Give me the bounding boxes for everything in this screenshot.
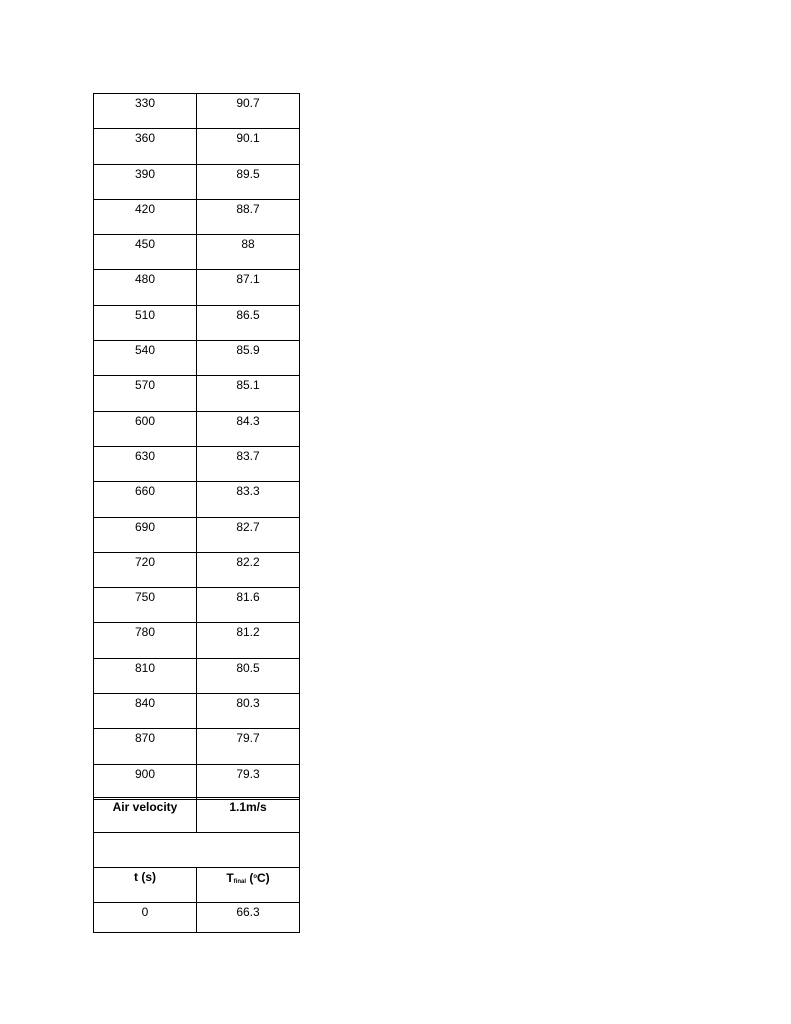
time-value: 750 (134, 590, 156, 605)
temperature-data-table (93, 93, 300, 800)
temperature-cell (197, 482, 300, 517)
time-value: 840 (134, 696, 156, 711)
blank-cell (94, 833, 300, 868)
air-velocity-value: 1.1m/s (229, 800, 267, 814)
time-value: 0 (141, 905, 149, 919)
temperature-value: 86.5 (236, 307, 260, 322)
temperature-header (197, 868, 299, 889)
temperature-cell (197, 376, 300, 411)
air-table-body (94, 798, 300, 933)
time-cell (94, 903, 197, 933)
time-value: 690 (134, 519, 156, 534)
blank-row (94, 833, 300, 868)
time-cell (94, 305, 197, 340)
temperature-value: 80.3 (236, 696, 260, 711)
table-row (94, 376, 300, 411)
table-row (94, 729, 300, 764)
temperature-cell (197, 517, 300, 552)
time-cell (94, 764, 197, 799)
temperature-cell (197, 341, 300, 376)
temperature-value: 88.7 (236, 201, 260, 216)
temperature-cell (197, 588, 300, 623)
table-row (94, 623, 300, 658)
time-cell (94, 729, 197, 764)
temperature-value: 85.1 (236, 378, 260, 393)
temperature-value: 89.5 (236, 166, 260, 181)
table-row (94, 341, 300, 376)
temperature-header-symbol: T (226, 871, 234, 885)
temperature-value: 81.2 (236, 625, 260, 640)
temperature-value: 90.1 (236, 131, 260, 146)
column-header-row (94, 868, 300, 903)
time-value: 420 (134, 201, 156, 216)
time-cell (94, 446, 197, 481)
time-value: 390 (134, 166, 156, 181)
time-cell (94, 482, 197, 517)
time-header-cell (94, 868, 197, 903)
time-value: 600 (134, 413, 156, 428)
temperature-value: 84.3 (236, 413, 260, 428)
time-cell (94, 129, 197, 164)
table-row (94, 482, 300, 517)
temperature-cell (197, 235, 300, 270)
temperature-value: 82.2 (236, 554, 260, 569)
temperature-cell (197, 552, 300, 587)
temperature-header-unit: C) (257, 871, 270, 885)
time-value: 540 (134, 343, 156, 358)
temperature-cell (197, 411, 300, 446)
time-cell (94, 658, 197, 693)
time-cell (94, 517, 197, 552)
temperature-cell (197, 199, 300, 234)
air-velocity-table (93, 797, 300, 933)
table-row (94, 588, 300, 623)
temperature-value: 88 (241, 237, 255, 252)
time-cell (94, 694, 197, 729)
temperature-cell (197, 694, 300, 729)
time-cell (94, 235, 197, 270)
temperature-header-cell (197, 868, 300, 903)
temperature-value: 79.3 (236, 766, 260, 781)
time-cell (94, 94, 197, 129)
table-row (94, 764, 300, 799)
time-cell (94, 376, 197, 411)
temperature-cell (197, 623, 300, 658)
air-velocity-value-cell (197, 798, 300, 833)
time-cell (94, 199, 197, 234)
time-value: 870 (134, 731, 156, 746)
table-row (94, 305, 300, 340)
time-header: t (s) (134, 870, 156, 884)
time-cell (94, 270, 197, 305)
temperature-cell (197, 903, 300, 933)
table-row (94, 94, 300, 129)
temperature-value: 66.3 (236, 905, 260, 919)
time-value: 630 (134, 448, 156, 463)
temperature-value: 85.9 (236, 343, 260, 358)
table-row (94, 694, 300, 729)
temperature-cell (197, 305, 300, 340)
air-velocity-label: Air velocity (112, 800, 178, 814)
temperature-value: 87.1 (236, 272, 260, 287)
time-value: 360 (134, 131, 156, 146)
temperature-cell (197, 270, 300, 305)
table-row (94, 658, 300, 693)
time-value: 510 (134, 307, 156, 322)
time-value: 450 (134, 237, 156, 252)
table-row (94, 903, 300, 933)
temperature-value: 83.7 (236, 448, 260, 463)
time-value: 570 (134, 378, 156, 393)
time-value: 660 (134, 484, 156, 499)
temperature-cell (197, 446, 300, 481)
table-row (94, 199, 300, 234)
table-row (94, 270, 300, 305)
temperature-value: 82.7 (236, 519, 260, 534)
table-row (94, 164, 300, 199)
table-row (94, 517, 300, 552)
temperature-value: 79.7 (236, 731, 260, 746)
time-cell (94, 623, 197, 658)
temperature-cell (197, 764, 300, 799)
time-cell (94, 552, 197, 587)
time-value: 330 (134, 96, 156, 110)
temperature-cell (197, 658, 300, 693)
time-value: 780 (134, 625, 156, 640)
time-cell (94, 164, 197, 199)
temperature-value: 80.5 (236, 660, 260, 675)
table-row (94, 129, 300, 164)
temperature-header-degree: o (253, 874, 258, 880)
temperature-value: 81.6 (236, 590, 260, 605)
table-row (94, 552, 300, 587)
time-value: 900 (134, 766, 156, 781)
time-value: 480 (134, 272, 156, 287)
table-row (94, 235, 300, 270)
temperature-cell (197, 729, 300, 764)
time-value: 720 (134, 554, 156, 569)
table-row (94, 411, 300, 446)
table-row (94, 446, 300, 481)
time-value: 810 (134, 660, 156, 675)
temperature-header-paren: ( (246, 871, 254, 885)
time-cell (94, 411, 197, 446)
temperature-value: 90.7 (236, 96, 260, 110)
temperature-value: 83.3 (236, 484, 260, 499)
air-velocity-row (94, 798, 300, 833)
temperature-cell (197, 129, 300, 164)
blank-text (94, 833, 299, 835)
time-cell (94, 588, 197, 623)
air-velocity-label-cell (94, 798, 197, 833)
data-table-body (94, 94, 300, 800)
temperature-cell (197, 164, 300, 199)
time-cell (94, 341, 197, 376)
temperature-cell (197, 94, 300, 129)
temperature-header-subscript: final (233, 879, 246, 885)
